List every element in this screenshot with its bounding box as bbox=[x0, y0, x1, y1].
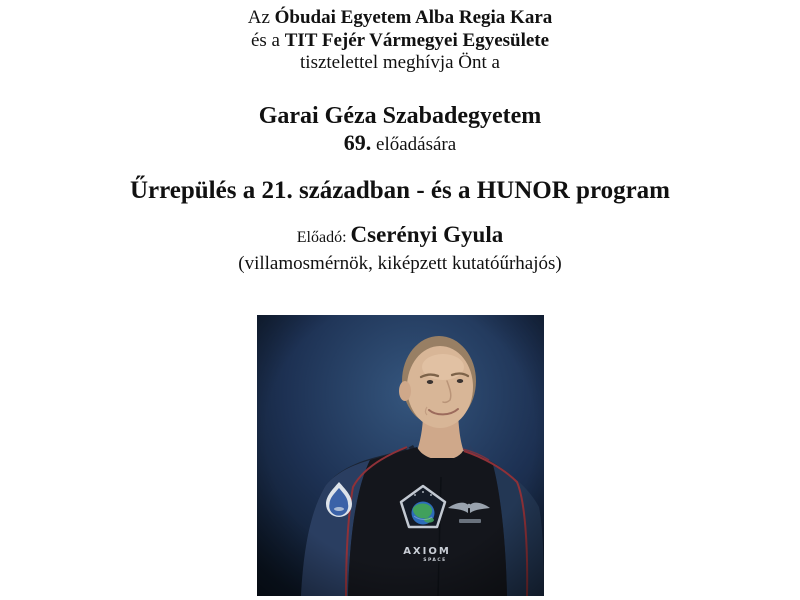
lecture-number-line bbox=[0, 130, 800, 158]
speaker-line bbox=[0, 221, 800, 252]
lecture-number: 69. bbox=[343, 129, 372, 155]
event-block bbox=[0, 102, 800, 276]
lecture-number-suffix: előadására bbox=[371, 133, 457, 155]
speaker-label: Előadó: bbox=[296, 228, 351, 246]
header-line1-prefix: Az bbox=[247, 7, 275, 28]
header-lines bbox=[0, 0, 800, 75]
organization-tit: TIT Fejér Vármegyei Egyesülete bbox=[284, 29, 550, 51]
speaker-photo-graphic bbox=[257, 315, 544, 596]
speaker-credentials: (villamosmérnök, kiképzett kutatóűrhajós) bbox=[238, 252, 562, 274]
series-title: Garai Géza Szabadegyetem bbox=[258, 102, 542, 129]
organization-university: Óbudai Egyetem Alba Regia Kara bbox=[274, 7, 553, 28]
lecture-title: Űrrepülés a 21. században - és a HUNOR program bbox=[129, 176, 671, 204]
invitation-phrase: tisztelettel meghívja Önt a bbox=[300, 52, 500, 73]
header-line2-prefix: és a bbox=[250, 29, 285, 51]
speaker-name: Cserényi Gyula bbox=[350, 221, 504, 247]
photo-vignette bbox=[257, 315, 544, 596]
speaker-photo bbox=[257, 315, 544, 596]
invitation-header bbox=[0, 0, 800, 75]
